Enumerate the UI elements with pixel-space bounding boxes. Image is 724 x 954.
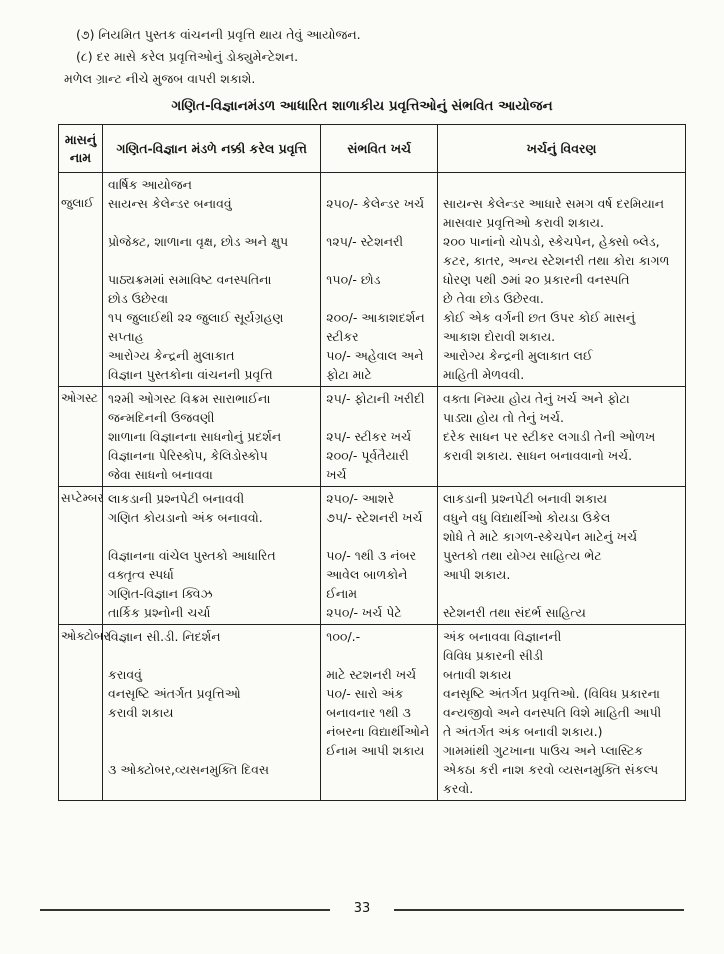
- intro-line: મળેલ ગ્રાન્ટ નીચે મુજબ વાપરી શકાશે.: [64, 71, 256, 86]
- table-row: [59, 625, 686, 801]
- month-cell: ઓક્ટોબર: [59, 625, 103, 801]
- header-activity: ગણિત-વિજ્ઞાન મંડળે નક્કી કરેલ પ્રવૃત્તિ: [103, 125, 321, 173]
- month-cell: જુલાઈ: [59, 173, 103, 387]
- header-month: માસનું નામ: [59, 125, 103, 173]
- details-cell: સાયન્સ કેલેન્ડર આધારે સમગ વર્ષ દરમિયાન માસવાર પ્રવૃત્તિઓ કરાવી શકાય. ૨૦૦ પાનાંનો ચોપડો, સ્કેચપેન, હેક્સો બ્લેડ, કટર, કાતર, અન્ય સ્ટેશનરી તથા કોરા કાગળ ધોરણ પથી ૭માં ૨૦ પ્રકારની વનસ્પતિ છે તેવા છોડ ઉછેરવા. કોઈ એક વર્ગની છત ઉપર કોઈ માસનું આકાશ દોરાવી શકાય. આરોગ્ય કેન્દ્રની મુલાકાત લઈ માહિતી મેળવવી.: [438, 173, 686, 387]
- intro-line: (૮) દર માસે કરેલ પ્રવૃત્તિઓનું ડોક્યુમેન્ટેશન.: [76, 49, 299, 64]
- table-row: [59, 487, 686, 625]
- cost-cell: ૧૦૦/.- માટે સ્ટશનરી ખર્ચ ૫૦/- સારો અંક બનાવનાર ૧થી ૩ નંબરના વિદ્યાર્થીઓને ઈનામ આપી શકાય: [321, 625, 438, 801]
- table-header-row: [59, 125, 686, 173]
- page-title: ગણિત-વિજ્ઞાનમંડળ આધારિત શાળાકીય પ્રવૃત્તિઓનું સંભવિત આયોજન: [171, 98, 553, 114]
- activity-cell: વાર્ષિક આયોજન સાયન્સ કેલેન્ડર બનાવવું પ્રોજેક્ટ, શાળાના વૃક્ષ, છોડ અને ક્ષુપ પાઠ્યક્રમમાં સમાવિષ્ટ વનસ્પતિના છોડ ઉછેરવા ૧૫ જુલાઈથી ૨૨ જુલાઈ સૂર્યગ્રહણ સપ્તાહ આરોગ્ય કેન્દ્રની મુલાકાત વિજ્ઞાન પુસ્તકોના વાંચનની પ્રવૃત્તિ: [103, 173, 321, 387]
- details-cell: અંક બનાવવા વિજ્ઞાનની વિવિધ પ્રકારની સીડી બતાવી શકાય વનસૃષ્ટિ અંતર્ગત પ્રવૃત્તિઓ. (વિવિધ પ્રકારના વન્યજીવો અને વનસ્પતિ વિશે માહિતી આપી તે અંતર્ગત અંક બનાવી શકાય.) ગામમાંથી ગુટખાના પાઉચ અને પ્લાસ્ટિક એકઠા કરી નાશ કરવો વ્યસનમુક્તિ સંકલ્પ કરવો.: [438, 625, 686, 801]
- page-number: 33: [353, 901, 371, 916]
- page-footer: [40, 900, 684, 920]
- cost-cell: ૨૫૦/- આશરે ૭૫/- સ્ટેશનરી ખર્ચ ૫૦/- ૧થી ૩ નંબર આવેલ બાળકોને ઈનામ ૨૫૦/- ખર્ચ પેટે: [321, 487, 438, 625]
- activity-cell: લાકડાની પ્રશ્નપેટી બનાવવી ગણિત કોયડાનો અંક બનાવવો. વિજ્ઞાનના વાંચેલ પુસ્તકો આધારિત વક્તૃત્વ સ્પર્ધા ગણિત-વિજ્ઞાન ક્વિઝ તાર્કિક પ્રશ્નોની ચર્ચા: [103, 487, 321, 625]
- activity-plan-table: [58, 124, 686, 801]
- footer-rule-right: [394, 909, 684, 911]
- intro-notes: [64, 24, 361, 90]
- header-details: ખર્ચનું વિવરણ: [438, 125, 686, 173]
- header-cost: સંભવિત ખર્ચ: [321, 125, 438, 173]
- table-row: [59, 387, 686, 487]
- month-cell: સપ્ટેમ્બર: [59, 487, 103, 625]
- table-row: [59, 173, 686, 387]
- activity-cell: ૧૨મી ઓગસ્ટ વિક્રમ સારાભાઈના જન્મદિનની ઉજવણી શાળાના વિજ્ઞાનના સાધનોનું પ્રદર્શન વિજ્ઞાનના પેરિસ્કોપ, કેલિડોસ્કોપ જેવા સાધનો બનાવવા: [103, 387, 321, 487]
- activity-cell: વિજ્ઞાન સી.ડી. નિદર્શન કરાવવું વનસૃષ્ટિ અંતર્ગત પ્રવૃત્તિઓ કરાવી શકાય ૩ ઓક્ટોબર,વ્યસનમુક્તિ દિવસ: [103, 625, 321, 801]
- intro-line: (૭) નિયમિત પુસ્તક વાંચનની પ્રવૃત્તિ થાય તેવું આયોજન.: [76, 27, 361, 42]
- month-cell: ઓગસ્ટ: [59, 387, 103, 487]
- cost-cell: ૨૫/- ફોટાની ખરીદી ૨૫/- સ્ટીકર ખર્ચ ૨૦૦/- પૂર્વતૈયારી ખર્ચ: [321, 387, 438, 487]
- details-cell: લાકડાની પ્રશ્નપેટી બનાવી શકાય વધુને વધુ વિદ્યાર્થીઓ કોયડા ઉકેલ શોધે તે માટે કાગળ-સ્કેચપેન માટેનું ખર્ચ પુસ્તકો તથા યોગ્ય સાહિત્ય ભેટ આપી શકાય. સ્ટેશનરી તથા સંદર્ભ સાહિત્ય: [438, 487, 686, 625]
- cost-cell: ૨૫૦/- કેલેન્ડર ખર્ચ ૧૨૫/- સ્ટેશનરી ૧૫૦/- છોડ ૨૦૦/- આકાશદર્શન સ્ટીકર ૫૦/- અહેવાલ અને ફોટા માટે: [321, 173, 438, 387]
- details-cell: વક્તા નિમ્યા હોય તેનું ખર્ચ અને ફોટા પાડ્યા હોય તો તેનું ખર્ચ. દરેક સાધન પર સ્ટીકર લગાડી તેની ઓળખ કરાવી શકાય. સાધન બનાવવાનો ખર્ચ.: [438, 387, 686, 487]
